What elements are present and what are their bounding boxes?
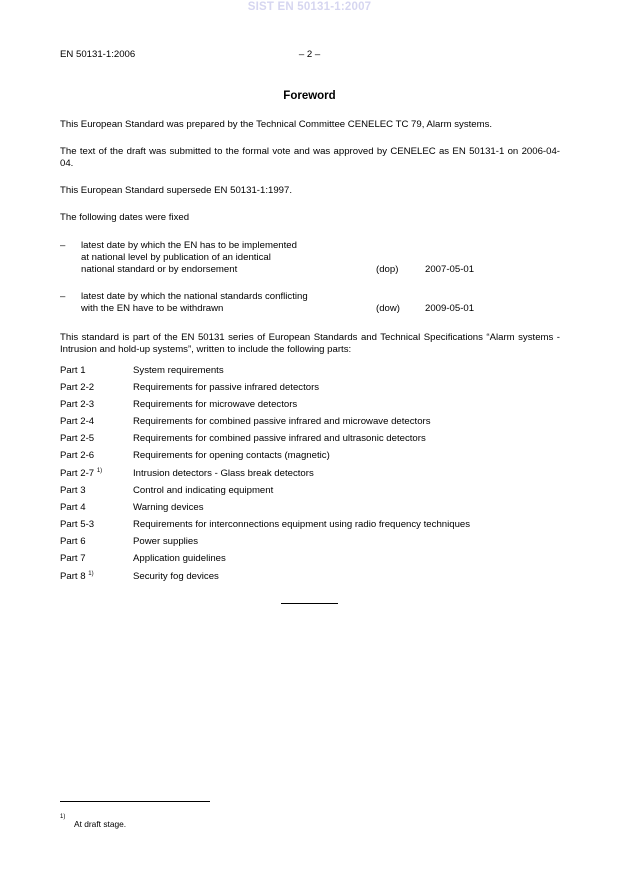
- date-description-line: latest date by which the national standards conflicting: [81, 291, 308, 302]
- date-description-line: national standard or by endorsement: [81, 264, 238, 275]
- part-title: Security fog devices: [133, 571, 219, 582]
- part-title: Application guidelines: [133, 553, 226, 564]
- footnote-reference: 1): [88, 570, 94, 577]
- document-id: EN 50131-1:2006: [60, 49, 136, 60]
- paragraph-supersede: This European Standard supersede EN 50131-1:1997.: [60, 185, 293, 196]
- part-title: Requirements for passive infrared detectors: [133, 382, 320, 393]
- part-title: Power supplies: [133, 536, 199, 547]
- part-label: Part 3: [60, 485, 86, 496]
- part-title: Warning devices: [133, 502, 204, 513]
- section-end-rule: [281, 603, 338, 604]
- date-value: 2007-05-01: [425, 264, 475, 275]
- footnote-separator: [60, 801, 210, 802]
- date-description: [81, 291, 308, 315]
- part-label: Part 4: [60, 502, 86, 513]
- part-label: Part 2-2: [60, 382, 95, 393]
- section-heading: Foreword: [283, 90, 336, 102]
- dash-marker: –: [60, 240, 66, 251]
- part-label: Part 2-4: [60, 416, 95, 427]
- footnote-text: At draft stage.: [74, 819, 127, 829]
- part-label: Part 2-7 $^{1)}$: [60, 467, 103, 479]
- date-value: 2009-05-01: [425, 303, 475, 314]
- part-label: Part 2-5: [60, 433, 95, 444]
- part-label: Part 7: [60, 553, 86, 564]
- part-title: Requirements for combined passive infrared and microwave detectors: [133, 416, 431, 427]
- part-label: Part 2-3: [60, 399, 95, 410]
- paragraph-series: This standard is part of the EN 50131 series of European Standards and Technical Specifications “Alarm systems - Intrusion and hold-up systems”, written to include the following parts:: [60, 332, 560, 355]
- date-code: (dow): [376, 303, 400, 314]
- paragraph-prepared-by: This European Standard was prepared by the Technical Committee CENELEC TC 79, Alarm systems.: [60, 119, 493, 130]
- part-label: Part 2-6: [60, 450, 95, 461]
- footnote-reference: 1): [96, 467, 103, 474]
- part-label: Part 1: [60, 365, 86, 376]
- paragraph-approval: The text of the draft was submitted to the formal vote and was approved by CENELEC as EN 50131-1 on 2006-04-04.: [60, 146, 560, 169]
- date-description-line: latest date by which the EN has to be implemented: [81, 240, 297, 251]
- part-title: Requirements for interconnections equipment using radio frequency techniques: [133, 519, 471, 530]
- date-description-line: at national level by publication of an identical: [81, 252, 271, 263]
- watermark: SIST EN 50131-1:2007: [247, 1, 372, 13]
- part-label: Part 5-3: [60, 519, 95, 530]
- date-code: (dop): [376, 264, 399, 275]
- date-description: [81, 240, 297, 276]
- part-title: Requirements for microwave detectors: [133, 399, 298, 410]
- page-number: – 2 –: [298, 49, 321, 60]
- part-title: Requirements for opening contacts (magnetic): [133, 450, 330, 461]
- part-label: Part 8 $^{1)}$: [60, 570, 94, 582]
- paragraph-dates-intro: The following dates were fixed: [60, 212, 190, 223]
- part-title: Control and indicating equipment: [133, 485, 274, 496]
- part-label: Part 6: [60, 536, 86, 547]
- part-title: System requirements: [133, 365, 224, 376]
- part-title: Intrusion detectors - Glass break detectors: [133, 468, 314, 479]
- dash-marker: –: [60, 291, 66, 302]
- date-description-line: with the EN have to be withdrawn: [81, 303, 224, 314]
- footnote-marker: 1): [60, 814, 66, 820]
- part-title: Requirements for combined passive infrared and ultrasonic detectors: [133, 433, 426, 444]
